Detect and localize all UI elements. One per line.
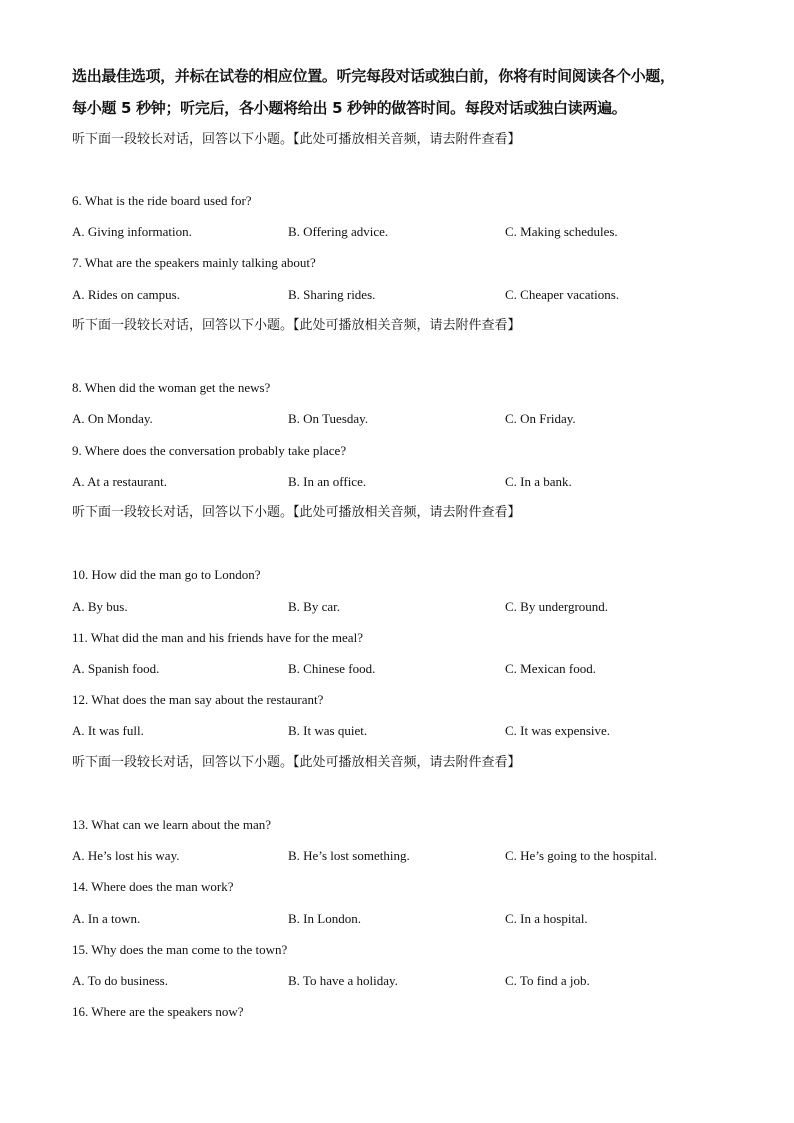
- option-11c: C. Mexican food.: [505, 661, 596, 676]
- options-10: [72, 598, 752, 616]
- options-6: [72, 223, 752, 241]
- options-14: [72, 910, 752, 928]
- option-6c: C. Making schedules.: [505, 224, 618, 239]
- question-8: 8. When did the woman get the news?: [72, 380, 271, 395]
- question-16: 16. Where are the speakers now?: [72, 1004, 244, 1019]
- options-12: [72, 722, 752, 740]
- option-7c: C. Cheaper vacations.: [505, 287, 620, 302]
- option-7b: B. Sharing rides.: [288, 287, 376, 302]
- question-15: 15. Why does the man come to the town?: [72, 942, 288, 957]
- option-11b: B. Chinese food.: [288, 661, 376, 676]
- instructions-line-2: 每小题 5 秒钟；听完后，各小题将给出 5 秒钟的做答时间。每段对话或独白读两遍。: [72, 99, 627, 117]
- option-13c: C. He’s going to the hospital.: [505, 848, 658, 863]
- option-10a: A. By bus.: [72, 599, 128, 614]
- question-7: 7. What are the speakers mainly talking about?: [72, 255, 316, 270]
- option-13b: B. He’s lost something.: [288, 848, 410, 863]
- option-15a: A. To do business.: [72, 973, 168, 988]
- options-9: [72, 473, 752, 491]
- option-8c: C. On Friday.: [505, 411, 576, 426]
- option-9b: B. In an office.: [288, 474, 367, 489]
- option-14a: A. In a town.: [72, 911, 141, 926]
- question-12: 12. What does the man say about the restaurant?: [72, 692, 324, 707]
- options-7: [72, 286, 752, 304]
- option-13a: A. He’s lost his way.: [72, 848, 180, 863]
- options-8: [72, 410, 752, 428]
- option-10c: C. By underground.: [505, 599, 609, 614]
- option-10b: B. By car.: [288, 599, 340, 614]
- option-6b: B. Offering advice.: [288, 224, 389, 239]
- question-11: 11. What did the man and his friends have for the meal?: [72, 630, 363, 645]
- question-13: 13. What can we learn about the man?: [72, 817, 272, 832]
- option-6a: A. Giving information.: [72, 224, 192, 239]
- question-6: 6. What is the ride board used for?: [72, 193, 252, 208]
- option-9c: C. In a bank.: [505, 474, 572, 489]
- options-15: [72, 972, 752, 990]
- section-header-3: 听下面一段较长对话，回答以下小题。【此处可播放相关音频，请去附件查看】: [72, 505, 521, 520]
- question-9: 9. Where does the conversation probably take place?: [72, 443, 347, 458]
- option-14b: B. In London.: [288, 911, 361, 926]
- option-15c: C. To find a job.: [505, 973, 590, 988]
- option-15b: B. To have a holiday.: [288, 973, 398, 988]
- section-header-2: 听下面一段较长对话，回答以下小题。【此处可播放相关音频，请去附件查看】: [72, 318, 521, 333]
- section-header-4: 听下面一段较长对话，回答以下小题。【此处可播放相关音频，请去附件查看】: [72, 755, 521, 770]
- options-11: [72, 660, 752, 678]
- option-12b: B. It was quiet.: [288, 723, 368, 738]
- option-14c: C. In a hospital.: [505, 911, 588, 926]
- option-9a: A. At a restaurant.: [72, 474, 167, 489]
- option-7a: A. Rides on campus.: [72, 287, 180, 302]
- option-12c: C. It was expensive.: [505, 723, 611, 738]
- option-8a: A. On Monday.: [72, 411, 153, 426]
- instructions-line-1: 选出最佳选项，并标在试卷的相应位置。听完每段对话或独白前，你将有时间阅读各个小题，: [72, 67, 675, 85]
- question-14: 14. Where does the man work?: [72, 879, 234, 894]
- section-header-1: 听下面一段较长对话，回答以下小题。【此处可播放相关音频，请去附件查看】: [72, 132, 521, 147]
- question-10: 10. How did the man go to London?: [72, 567, 261, 582]
- option-11a: A. Spanish food.: [72, 661, 160, 676]
- option-8b: B. On Tuesday.: [288, 411, 369, 426]
- options-13: [72, 847, 752, 865]
- option-12a: A. It was full.: [72, 723, 144, 738]
